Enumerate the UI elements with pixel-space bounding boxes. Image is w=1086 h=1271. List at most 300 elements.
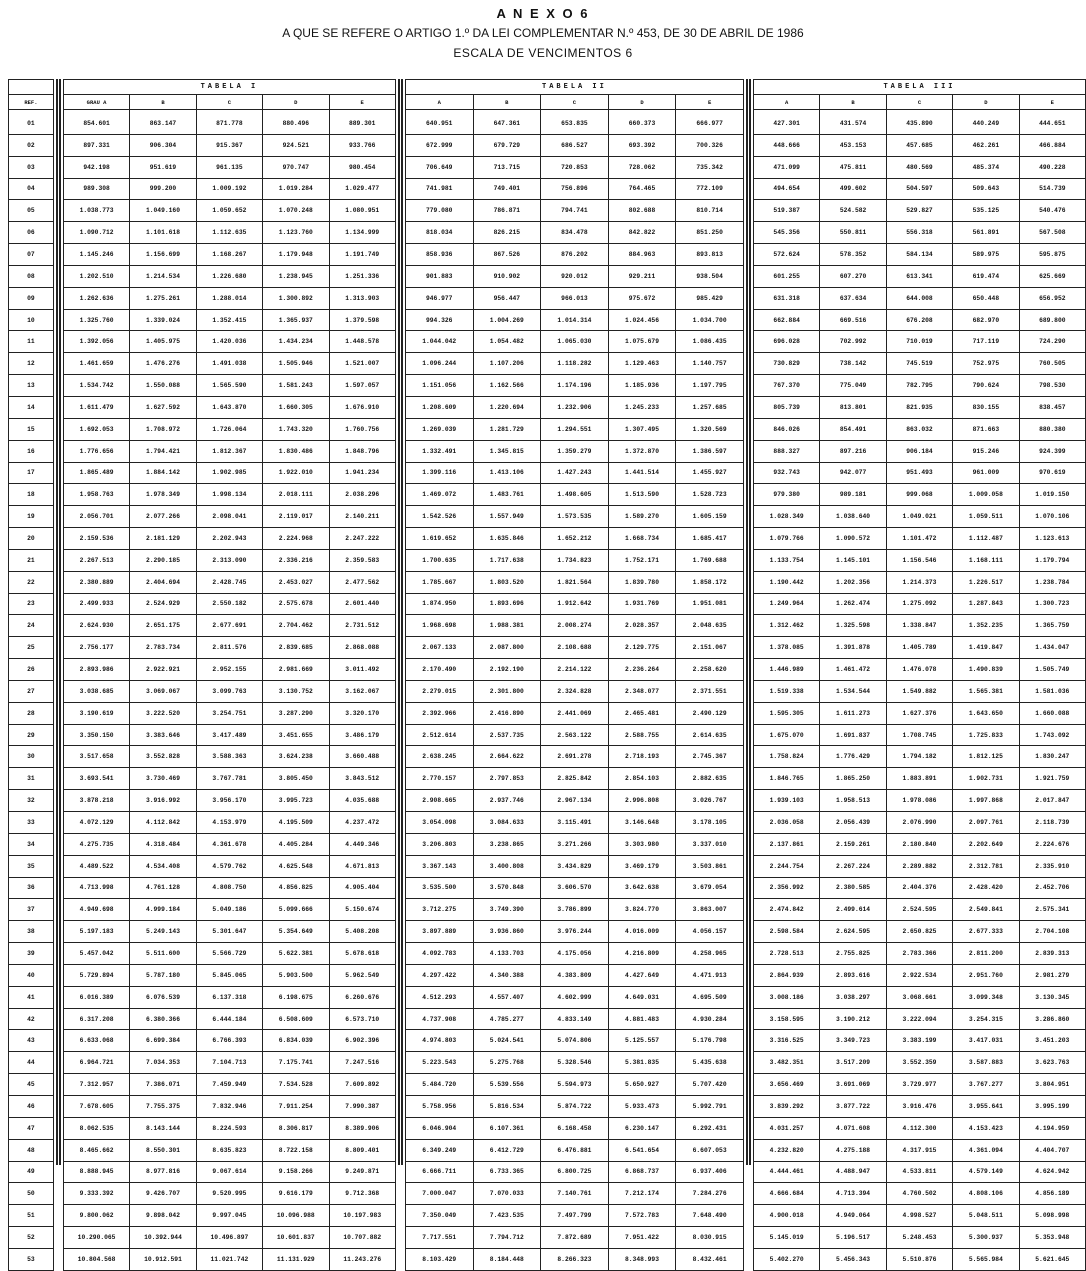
table-row xyxy=(9,1227,54,1249)
salary-cell: 813.801 xyxy=(820,396,886,418)
salary-cell: 830.155 xyxy=(953,396,1019,418)
salary-cell: 1.325.760 xyxy=(63,309,129,331)
salary-cell: 676.208 xyxy=(886,309,952,331)
salary-cell: 1.534.742 xyxy=(63,375,129,397)
table-row xyxy=(405,746,743,768)
salary-cell: 700.326 xyxy=(676,134,744,156)
salary-cell: 8.550.301 xyxy=(130,1139,196,1161)
table-row xyxy=(405,659,743,681)
salary-cell: 696.028 xyxy=(753,331,819,353)
column-divider xyxy=(746,79,751,1165)
salary-cell: 5.408.208 xyxy=(329,921,395,943)
table-row xyxy=(63,1248,395,1270)
salary-cell: 3.995.199 xyxy=(1019,1095,1085,1117)
table-row xyxy=(9,964,54,986)
table-row xyxy=(405,375,743,397)
salary-cell: 1.054.482 xyxy=(473,331,541,353)
salary-scale-sheet xyxy=(8,79,1086,1271)
table-row xyxy=(405,178,743,200)
table-row xyxy=(63,440,395,462)
salary-cell: 1.717.638 xyxy=(473,549,541,571)
table-row xyxy=(63,833,395,855)
table-row xyxy=(753,1227,1085,1249)
salary-cell: 2.951.760 xyxy=(953,964,1019,986)
salary-cell: 5.196.517 xyxy=(820,1227,886,1249)
salary-cell: 3.254.315 xyxy=(953,1008,1019,1030)
salary-cell: 11.021.742 xyxy=(196,1248,262,1270)
salary-cell: 1.151.056 xyxy=(405,375,473,397)
salary-cell: 601.255 xyxy=(753,265,819,287)
table-row xyxy=(405,943,743,965)
salary-cell: 7.678.605 xyxy=(63,1095,129,1117)
salary-cell: 1.978.349 xyxy=(130,484,196,506)
table-row xyxy=(405,1095,743,1117)
salary-cell: 3.099.348 xyxy=(953,986,1019,1008)
salary-cell: 1.865.250 xyxy=(820,768,886,790)
salary-cell: 2.624.930 xyxy=(63,615,129,637)
salary-cell: 3.916.476 xyxy=(886,1095,952,1117)
ref-cell: 21 xyxy=(9,549,54,571)
salary-cell: 5.301.647 xyxy=(196,921,262,943)
salary-cell: 966.013 xyxy=(541,287,609,309)
salary-cell: 1.794.182 xyxy=(886,746,952,768)
salary-cell: 7.911.254 xyxy=(263,1095,329,1117)
salary-cell: 2.651.175 xyxy=(130,615,196,637)
salary-cell: 805.739 xyxy=(753,396,819,418)
salary-cell: 1.513.590 xyxy=(608,484,676,506)
salary-cell: 1.208.609 xyxy=(405,396,473,418)
salary-cell: 10.290.065 xyxy=(63,1227,129,1249)
salary-cell: 6.937.406 xyxy=(676,1161,744,1183)
table-row xyxy=(9,943,54,965)
table-row xyxy=(405,506,743,528)
salary-cell: 1.145.246 xyxy=(63,244,129,266)
salary-cell: 2.524.929 xyxy=(130,593,196,615)
table-row xyxy=(753,702,1085,724)
ref-cell: 14 xyxy=(9,396,54,418)
salary-cell: 838.457 xyxy=(1019,396,1085,418)
salary-cell: 1.059.652 xyxy=(196,200,262,222)
salary-cell: 647.361 xyxy=(473,110,541,135)
salary-cell: 10.601.837 xyxy=(263,1227,329,1249)
salary-cell: 1.534.544 xyxy=(820,680,886,702)
salary-cell: 1.922.010 xyxy=(263,462,329,484)
table-row xyxy=(63,1052,395,1074)
ref-cell: 32 xyxy=(9,790,54,812)
table-row xyxy=(63,986,395,1008)
salary-cell: 775.049 xyxy=(820,375,886,397)
grade-header: A xyxy=(405,95,473,110)
salary-cell: 876.202 xyxy=(541,244,609,266)
salary-cell: 7.990.387 xyxy=(329,1095,395,1117)
salary-cell: 7.212.174 xyxy=(608,1183,676,1205)
salary-cell: 1.884.142 xyxy=(130,462,196,484)
ref-cell: 38 xyxy=(9,921,54,943)
salary-cell: 2.650.825 xyxy=(886,921,952,943)
salary-cell: 2.728.513 xyxy=(753,943,819,965)
ref-cell: 39 xyxy=(9,943,54,965)
salary-cell: 4.905.404 xyxy=(329,877,395,899)
salary-cell: 1.049.160 xyxy=(130,200,196,222)
salary-cell: 3.451.655 xyxy=(263,724,329,746)
salary-cell: 906.304 xyxy=(130,134,196,156)
salary-cell: 2.137.861 xyxy=(753,833,819,855)
salary-cell: 7.794.712 xyxy=(473,1227,541,1249)
salary-cell: 3.916.992 xyxy=(130,790,196,812)
salary-cell: 5.729.894 xyxy=(63,964,129,986)
salary-cell: 2.598.584 xyxy=(753,921,819,943)
salary-cell: 1.123.613 xyxy=(1019,528,1085,550)
salary-cell: 2.359.583 xyxy=(329,549,395,571)
salary-cell: 4.112.300 xyxy=(886,1117,952,1139)
salary-cell: 1.038.640 xyxy=(820,506,886,528)
table-row xyxy=(405,244,743,266)
salary-cell: 779.080 xyxy=(405,200,473,222)
salary-cell: 2.474.842 xyxy=(753,899,819,921)
salary-cell: 1.156.699 xyxy=(130,244,196,266)
salary-cell: 4.557.407 xyxy=(473,986,541,1008)
salary-cell: 1.461.472 xyxy=(820,659,886,681)
salary-cell: 1.009.058 xyxy=(953,484,1019,506)
table-row xyxy=(9,1052,54,1074)
salary-cell: 2.356.992 xyxy=(753,877,819,899)
salary-cell: 457.685 xyxy=(886,134,952,156)
salary-cell: 2.247.222 xyxy=(329,528,395,550)
salary-cell: 2.118.739 xyxy=(1019,812,1085,834)
salary-cell: 3.286.860 xyxy=(1019,1008,1085,1030)
table-row xyxy=(63,877,395,899)
salary-cell: 686.527 xyxy=(541,134,609,156)
salary-cell: 2.825.842 xyxy=(541,768,609,790)
table-row xyxy=(9,1008,54,1030)
salary-cell: 8.635.823 xyxy=(196,1139,262,1161)
salary-cell: 2.550.182 xyxy=(196,593,262,615)
salary-cell: 3.254.751 xyxy=(196,702,262,724)
salary-cell: 2.371.551 xyxy=(676,680,744,702)
ref-cell: 48 xyxy=(9,1139,54,1161)
salary-cell: 8.977.816 xyxy=(130,1161,196,1183)
salary-cell: 5.248.453 xyxy=(886,1227,952,1249)
salary-cell: 3.238.865 xyxy=(473,833,541,855)
salary-cell: 9.426.707 xyxy=(130,1183,196,1205)
salary-cell: 1.660.088 xyxy=(1019,702,1085,724)
ref-cell: 37 xyxy=(9,899,54,921)
salary-cell: 5.435.638 xyxy=(676,1052,744,1074)
salary-cell: 2.996.808 xyxy=(608,790,676,812)
table-row xyxy=(753,353,1085,375)
salary-cell: 10.707.882 xyxy=(329,1227,395,1249)
salary-cell: 2.108.688 xyxy=(541,637,609,659)
salary-cell: 3.805.450 xyxy=(263,768,329,790)
salary-cell: 1.275.092 xyxy=(886,593,952,615)
salary-cell: 1.528.723 xyxy=(676,484,744,506)
salary-cell: 1.049.021 xyxy=(886,506,952,528)
salary-cell: 3.623.763 xyxy=(1019,1052,1085,1074)
salary-cell: 1.338.847 xyxy=(886,615,952,637)
salary-cell: 717.119 xyxy=(953,331,1019,353)
ref-cell: 01 xyxy=(9,110,54,135)
salary-cell: 2.077.266 xyxy=(130,506,196,528)
salary-cell: 2.067.133 xyxy=(405,637,473,659)
salary-cell: 1.692.053 xyxy=(63,418,129,440)
salary-cell: 1.185.936 xyxy=(608,375,676,397)
salary-cell: 2.601.440 xyxy=(329,593,395,615)
salary-cell: 1.226.517 xyxy=(953,571,1019,593)
salary-cell: 2.056.701 xyxy=(63,506,129,528)
salary-cell: 3.011.492 xyxy=(329,659,395,681)
salary-cell: 7.755.375 xyxy=(130,1095,196,1117)
salary-cell: 4.056.157 xyxy=(676,921,744,943)
salary-cell: 4.534.408 xyxy=(130,855,196,877)
salary-cell: 6.230.147 xyxy=(608,1117,676,1139)
salary-cell: 1.643.650 xyxy=(953,702,1019,724)
salary-cell: 1.300.892 xyxy=(263,287,329,309)
column-divider xyxy=(398,79,403,1165)
grade-header: E xyxy=(329,95,395,110)
salary-cell: 4.275.188 xyxy=(820,1139,886,1161)
salary-cell: 4.427.649 xyxy=(608,964,676,986)
salary-cell: 595.875 xyxy=(1019,244,1085,266)
ref-cell: 40 xyxy=(9,964,54,986)
salary-cell: 3.190.619 xyxy=(63,702,129,724)
scale-title: ESCALA DE VENCIMENTOS 6 xyxy=(453,46,633,60)
salary-cell: 1.096.244 xyxy=(405,353,473,375)
salary-cell: 1.611.273 xyxy=(820,702,886,724)
salary-cell: 1.090.712 xyxy=(63,222,129,244)
salary-cell: 6.964.721 xyxy=(63,1052,129,1074)
salary-cell: 6.076.539 xyxy=(130,986,196,1008)
salary-cell: 7.872.689 xyxy=(541,1227,609,1249)
salary-cell: 5.933.473 xyxy=(608,1095,676,1117)
table-row xyxy=(753,1205,1085,1227)
salary-cell: 6.292.431 xyxy=(676,1117,744,1139)
salary-cell: 2.202.943 xyxy=(196,528,262,550)
table-row xyxy=(405,528,743,550)
salary-cell: 7.572.783 xyxy=(608,1205,676,1227)
table-row xyxy=(63,506,395,528)
salary-cell: 8.389.906 xyxy=(329,1117,395,1139)
salary-cell: 970.619 xyxy=(1019,462,1085,484)
salary-cell: 1.405.789 xyxy=(886,637,952,659)
salary-cell: 1.399.116 xyxy=(405,462,473,484)
salary-cell: 1.455.927 xyxy=(676,462,744,484)
salary-cell: 3.767.781 xyxy=(196,768,262,790)
salary-cell: 1.307.495 xyxy=(608,418,676,440)
table-row xyxy=(63,353,395,375)
salary-cell: 1.846.765 xyxy=(753,768,819,790)
salary-cell: 2.811.200 xyxy=(953,943,1019,965)
salary-cell: 1.123.760 xyxy=(263,222,329,244)
table-row xyxy=(753,440,1085,462)
table-row xyxy=(405,790,743,812)
salary-cell: 485.374 xyxy=(953,156,1019,178)
table-row xyxy=(753,943,1085,965)
salary-cell: 3.054.098 xyxy=(405,812,473,834)
table-row xyxy=(753,396,1085,418)
salary-cell: 4.489.522 xyxy=(63,855,129,877)
salary-cell: 631.318 xyxy=(753,287,819,309)
salary-cell: 1.595.305 xyxy=(753,702,819,724)
table-row xyxy=(63,702,395,724)
salary-cell: 5.353.948 xyxy=(1019,1227,1085,1249)
salary-cell: 4.297.422 xyxy=(405,964,473,986)
grade-header: C xyxy=(886,95,952,110)
salary-cell: 989.181 xyxy=(820,484,886,506)
table-row xyxy=(63,1161,395,1183)
salary-cell: 880.496 xyxy=(263,110,329,135)
salary-cell: 3.222.094 xyxy=(886,1008,952,1030)
grade-header: E xyxy=(676,95,744,110)
salary-cell: 3.349.723 xyxy=(820,1030,886,1052)
salary-cell: 2.677.691 xyxy=(196,615,262,637)
ref-cell: 05 xyxy=(9,200,54,222)
salary-cell: 871.778 xyxy=(196,110,262,135)
salary-cell: 767.370 xyxy=(753,375,819,397)
salary-cell: 4.444.461 xyxy=(753,1161,819,1183)
salary-cell: 1.014.314 xyxy=(541,309,609,331)
table-row xyxy=(405,1052,743,1074)
grade-header: C xyxy=(196,95,262,110)
salary-cell: 999.068 xyxy=(886,484,952,506)
table-row xyxy=(405,855,743,877)
salary-cell: 5.381.835 xyxy=(608,1052,676,1074)
salary-cell: 7.459.949 xyxy=(196,1074,262,1096)
salary-cell: 728.062 xyxy=(608,156,676,178)
ref-cell: 07 xyxy=(9,244,54,266)
table-row xyxy=(753,506,1085,528)
salary-cell: 1.197.795 xyxy=(676,375,744,397)
salary-cell: 5.707.420 xyxy=(676,1074,744,1096)
table-row xyxy=(405,110,743,135)
salary-cell: 6.046.904 xyxy=(405,1117,473,1139)
salary-cell: 1.191.749 xyxy=(329,244,395,266)
table-row xyxy=(9,768,54,790)
salary-cell: 5.048.511 xyxy=(953,1205,1019,1227)
salary-cell: 3.995.723 xyxy=(263,790,329,812)
table-row xyxy=(9,396,54,418)
salary-cell: 756.896 xyxy=(541,178,609,200)
salary-cell: 4.785.277 xyxy=(473,1008,541,1030)
salary-cell: 1.883.891 xyxy=(886,768,952,790)
table-row xyxy=(63,528,395,550)
salary-cell: 4.671.813 xyxy=(329,855,395,877)
table-row xyxy=(753,178,1085,200)
salary-cell: 1.958.513 xyxy=(820,790,886,812)
salary-cell: 2.279.015 xyxy=(405,680,473,702)
salary-cell: 4.318.484 xyxy=(130,833,196,855)
table-row xyxy=(9,855,54,877)
salary-cell: 818.034 xyxy=(405,222,473,244)
table-row xyxy=(63,462,395,484)
ref-cell: 19 xyxy=(9,506,54,528)
salary-cell: 11.243.276 xyxy=(329,1248,395,1270)
salary-cell: 9.158.266 xyxy=(263,1161,329,1183)
salary-cell: 1.469.072 xyxy=(405,484,473,506)
salary-cell: 1.941.234 xyxy=(329,462,395,484)
salary-cell: 745.519 xyxy=(886,353,952,375)
salary-cell: 1.839.780 xyxy=(608,571,676,593)
table-row xyxy=(753,1248,1085,1270)
salary-cell: 3.038.297 xyxy=(820,986,886,1008)
salary-cell: 2.524.595 xyxy=(886,899,952,921)
salary-cell: 4.761.128 xyxy=(130,877,196,899)
salary-cell: 4.317.915 xyxy=(886,1139,952,1161)
salary-cell: 8.306.817 xyxy=(263,1117,329,1139)
salary-cell: 4.153.423 xyxy=(953,1117,1019,1139)
salary-cell: 1.812.125 xyxy=(953,746,1019,768)
salary-cell: 1.080.951 xyxy=(329,200,395,222)
salary-cell: 2.691.278 xyxy=(541,746,609,768)
table-row xyxy=(9,484,54,506)
salary-cell: 448.666 xyxy=(753,134,819,156)
salary-cell: 3.350.150 xyxy=(63,724,129,746)
salary-cell: 444.651 xyxy=(1019,110,1085,135)
salary-cell: 637.634 xyxy=(820,287,886,309)
table-row xyxy=(9,921,54,943)
salary-cell: 1.075.679 xyxy=(608,331,676,353)
salary-cell: 3.624.238 xyxy=(263,746,329,768)
table-row xyxy=(405,462,743,484)
salary-cell: 7.386.071 xyxy=(130,1074,196,1096)
salary-cell: 6.137.318 xyxy=(196,986,262,1008)
salary-cell: 9.712.368 xyxy=(329,1183,395,1205)
salary-cell: 6.016.389 xyxy=(63,986,129,1008)
salary-cell: 2.563.122 xyxy=(541,724,609,746)
salary-cell: 1.557.949 xyxy=(473,506,541,528)
salary-cell: 772.109 xyxy=(676,178,744,200)
salary-cell: 2.087.800 xyxy=(473,637,541,659)
table-row xyxy=(753,680,1085,702)
ref-cell: 47 xyxy=(9,1117,54,1139)
salary-cell: 6.868.737 xyxy=(608,1161,676,1183)
salary-cell: 1.179.948 xyxy=(263,244,329,266)
ref-cell: 45 xyxy=(9,1074,54,1096)
salary-cell: 2.301.800 xyxy=(473,680,541,702)
salary-cell: 660.373 xyxy=(608,110,676,135)
salary-cell: 4.031.257 xyxy=(753,1117,819,1139)
salary-cell: 7.497.799 xyxy=(541,1205,609,1227)
salary-cell: 4.512.293 xyxy=(405,986,473,1008)
salary-cell: 3.130.752 xyxy=(263,680,329,702)
salary-cell: 2.056.439 xyxy=(820,812,886,834)
salary-cell: 3.115.491 xyxy=(541,812,609,834)
salary-cell: 810.714 xyxy=(676,200,744,222)
salary-cell: 3.162.067 xyxy=(329,680,395,702)
salary-cell: 1.238.945 xyxy=(263,265,329,287)
salary-cell: 427.301 xyxy=(753,110,819,135)
salary-cell: 1.708.745 xyxy=(886,724,952,746)
salary-cell: 656.952 xyxy=(1019,287,1085,309)
table-row xyxy=(753,921,1085,943)
salary-cell: 4.930.284 xyxy=(676,1008,744,1030)
grade-header: A xyxy=(753,95,819,110)
salary-cell: 5.650.927 xyxy=(608,1074,676,1096)
salary-cell: 8.722.158 xyxy=(263,1139,329,1161)
salary-cell: 1.830.486 xyxy=(263,440,329,462)
salary-cell: 888.327 xyxy=(753,440,819,462)
salary-cell: 3.069.067 xyxy=(130,680,196,702)
salary-cell: 2.404.376 xyxy=(886,877,952,899)
salary-cell: 2.129.775 xyxy=(608,637,676,659)
salary-cell: 1.420.036 xyxy=(196,331,262,353)
salary-cell: 2.797.853 xyxy=(473,768,541,790)
salary-cell: 6.317.208 xyxy=(63,1008,129,1030)
salary-cell: 5.758.956 xyxy=(405,1095,473,1117)
salary-cell: 2.335.910 xyxy=(1019,855,1085,877)
ref-cell: 09 xyxy=(9,287,54,309)
table-row xyxy=(753,287,1085,309)
table-row xyxy=(63,1205,395,1227)
